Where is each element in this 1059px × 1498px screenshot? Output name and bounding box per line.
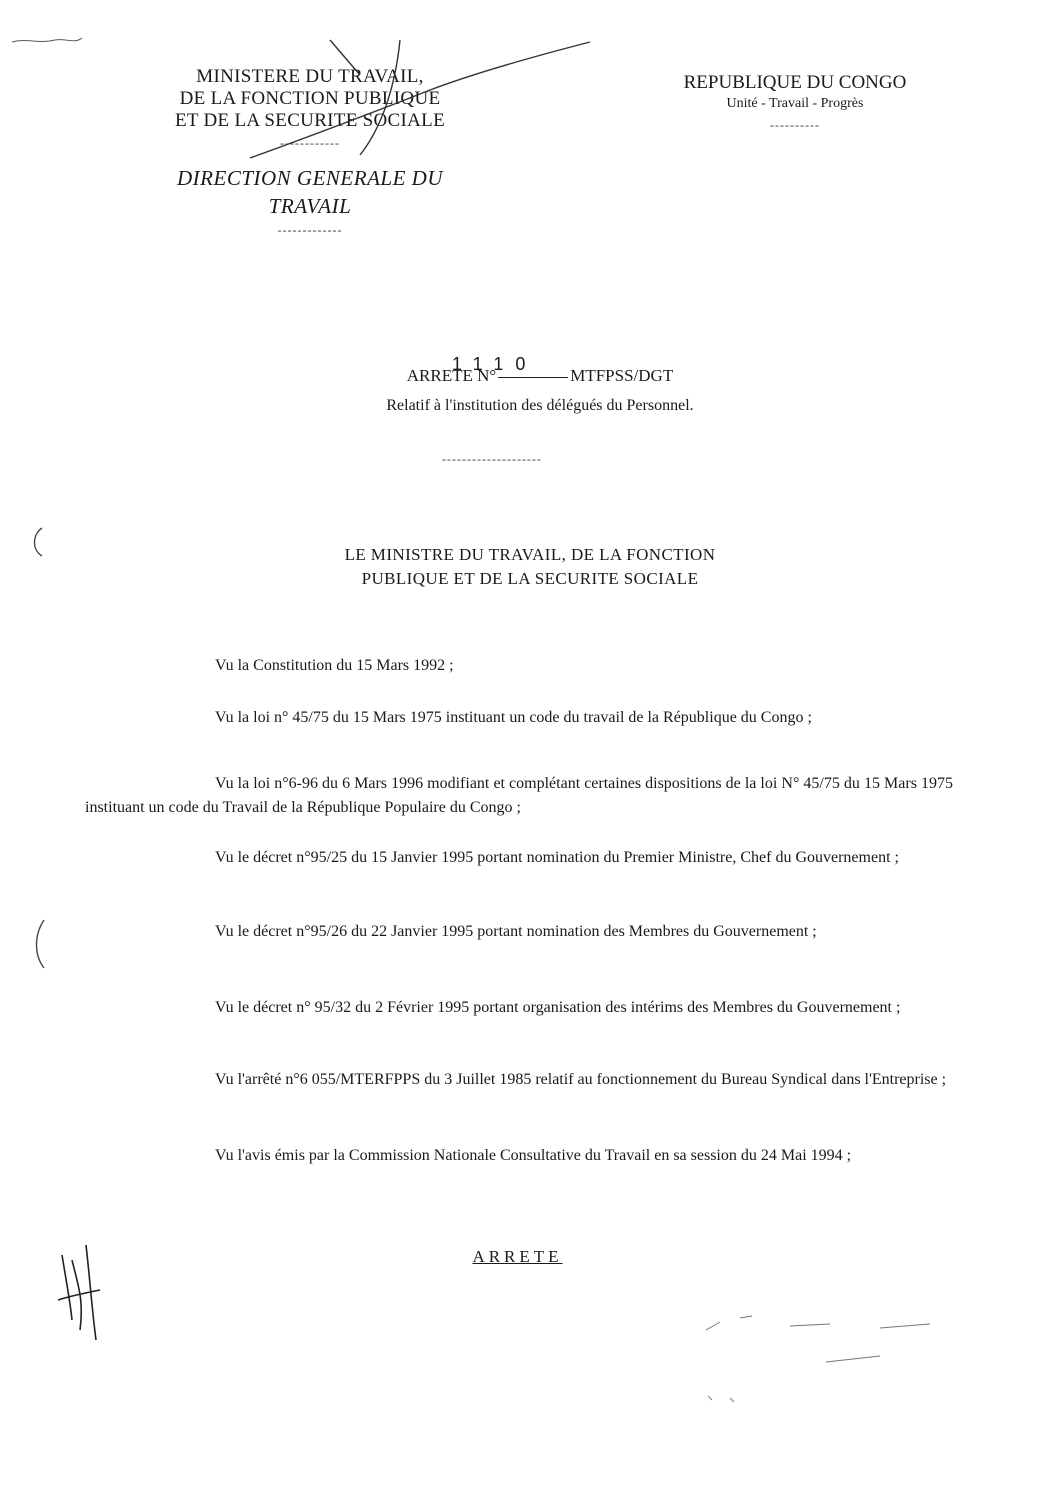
decree-subtitle: Relatif à l'institution des délégués du Personnel. bbox=[386, 397, 694, 414]
decree-reference: MTFPSS/DGT bbox=[570, 366, 674, 385]
corner-scribble bbox=[12, 38, 82, 42]
consideration-arrete-6-055: Vu l'arrêté n°6 055/MTERFPPS du 3 Juillet 1985 relatif au fonctionnement du Bureau Syndical dans l'Entreprise ; bbox=[215, 1071, 947, 1088]
decree-label: ARRETE N° bbox=[406, 366, 497, 385]
ministry-separator: ------------ bbox=[280, 136, 340, 150]
consideration-decree-95-26: Vu le décret n°95/26 du 22 Janvier 1995 portant nomination des Membres du Gouvernement ; bbox=[215, 923, 817, 940]
initials-signature bbox=[58, 1245, 100, 1340]
direction-line-1: DIRECTION GENERALE DU bbox=[177, 166, 443, 190]
scan-noise bbox=[706, 1316, 930, 1402]
decree-number: 1110 bbox=[452, 354, 538, 374]
header-signature bbox=[250, 40, 590, 158]
decree-separator: -------------------- bbox=[442, 452, 542, 466]
left-bracket-1 bbox=[35, 528, 43, 556]
direction-separator: ------------- bbox=[277, 223, 343, 237]
republic-motto: Unité - Travail - Progrès bbox=[726, 96, 864, 111]
ministry-line-2: DE LA FONCTION PUBLIQUE bbox=[179, 88, 441, 109]
republic-separator: ---------- bbox=[770, 118, 820, 132]
minister-line-2: PUBLIQUE ET DE LA SECURITE SOCIALE bbox=[361, 569, 699, 588]
consideration-decree-95-25: Vu le décret n°95/25 du 15 Janvier 1995 portant nomination du Premier Ministre, Chef du Gouvernement ; bbox=[215, 849, 899, 866]
direction-line-2: TRAVAIL bbox=[268, 194, 352, 218]
minister-line-1: LE MINISTRE DU TRAVAIL, DE LA FONCTION bbox=[344, 545, 716, 564]
left-bracket-2 bbox=[37, 920, 45, 968]
ministry-line-1: MINISTERE DU TRAVAIL, bbox=[196, 66, 424, 87]
consideration-law-45-75: Vu la loi n° 45/75 du 15 Mars 1975 instituant un code du travail de la République du Congo ; bbox=[215, 709, 812, 726]
republic-name: REPUBLIQUE DU CONGO bbox=[683, 72, 907, 93]
consideration-commission-avis: Vu l'avis émis par la Commission Nationale Consultative du Travail en sa session du 24 Mai 1994 ; bbox=[215, 1147, 852, 1164]
ministry-line-3: ET DE LA SECURITE SOCIALE bbox=[175, 110, 445, 131]
arrete-heading: ARRETE bbox=[472, 1247, 563, 1266]
consideration-law-6-96: Vu la loi n°6-96 du 6 Mars 1996 modifiant et complétant certaines dispositions de la loi N° 45/75 du 15 Mars 1975 instituant un code du Travail de la République Populaire du Congo ; bbox=[85, 775, 953, 816]
consideration-constitution: Vu la Constitution du 15 Mars 1992 ; bbox=[215, 657, 454, 674]
consideration-decree-95-32: Vu le décret n° 95/32 du 2 Février 1995 portant organisation des intérims des Membres du Gouvernement ; bbox=[215, 999, 901, 1016]
